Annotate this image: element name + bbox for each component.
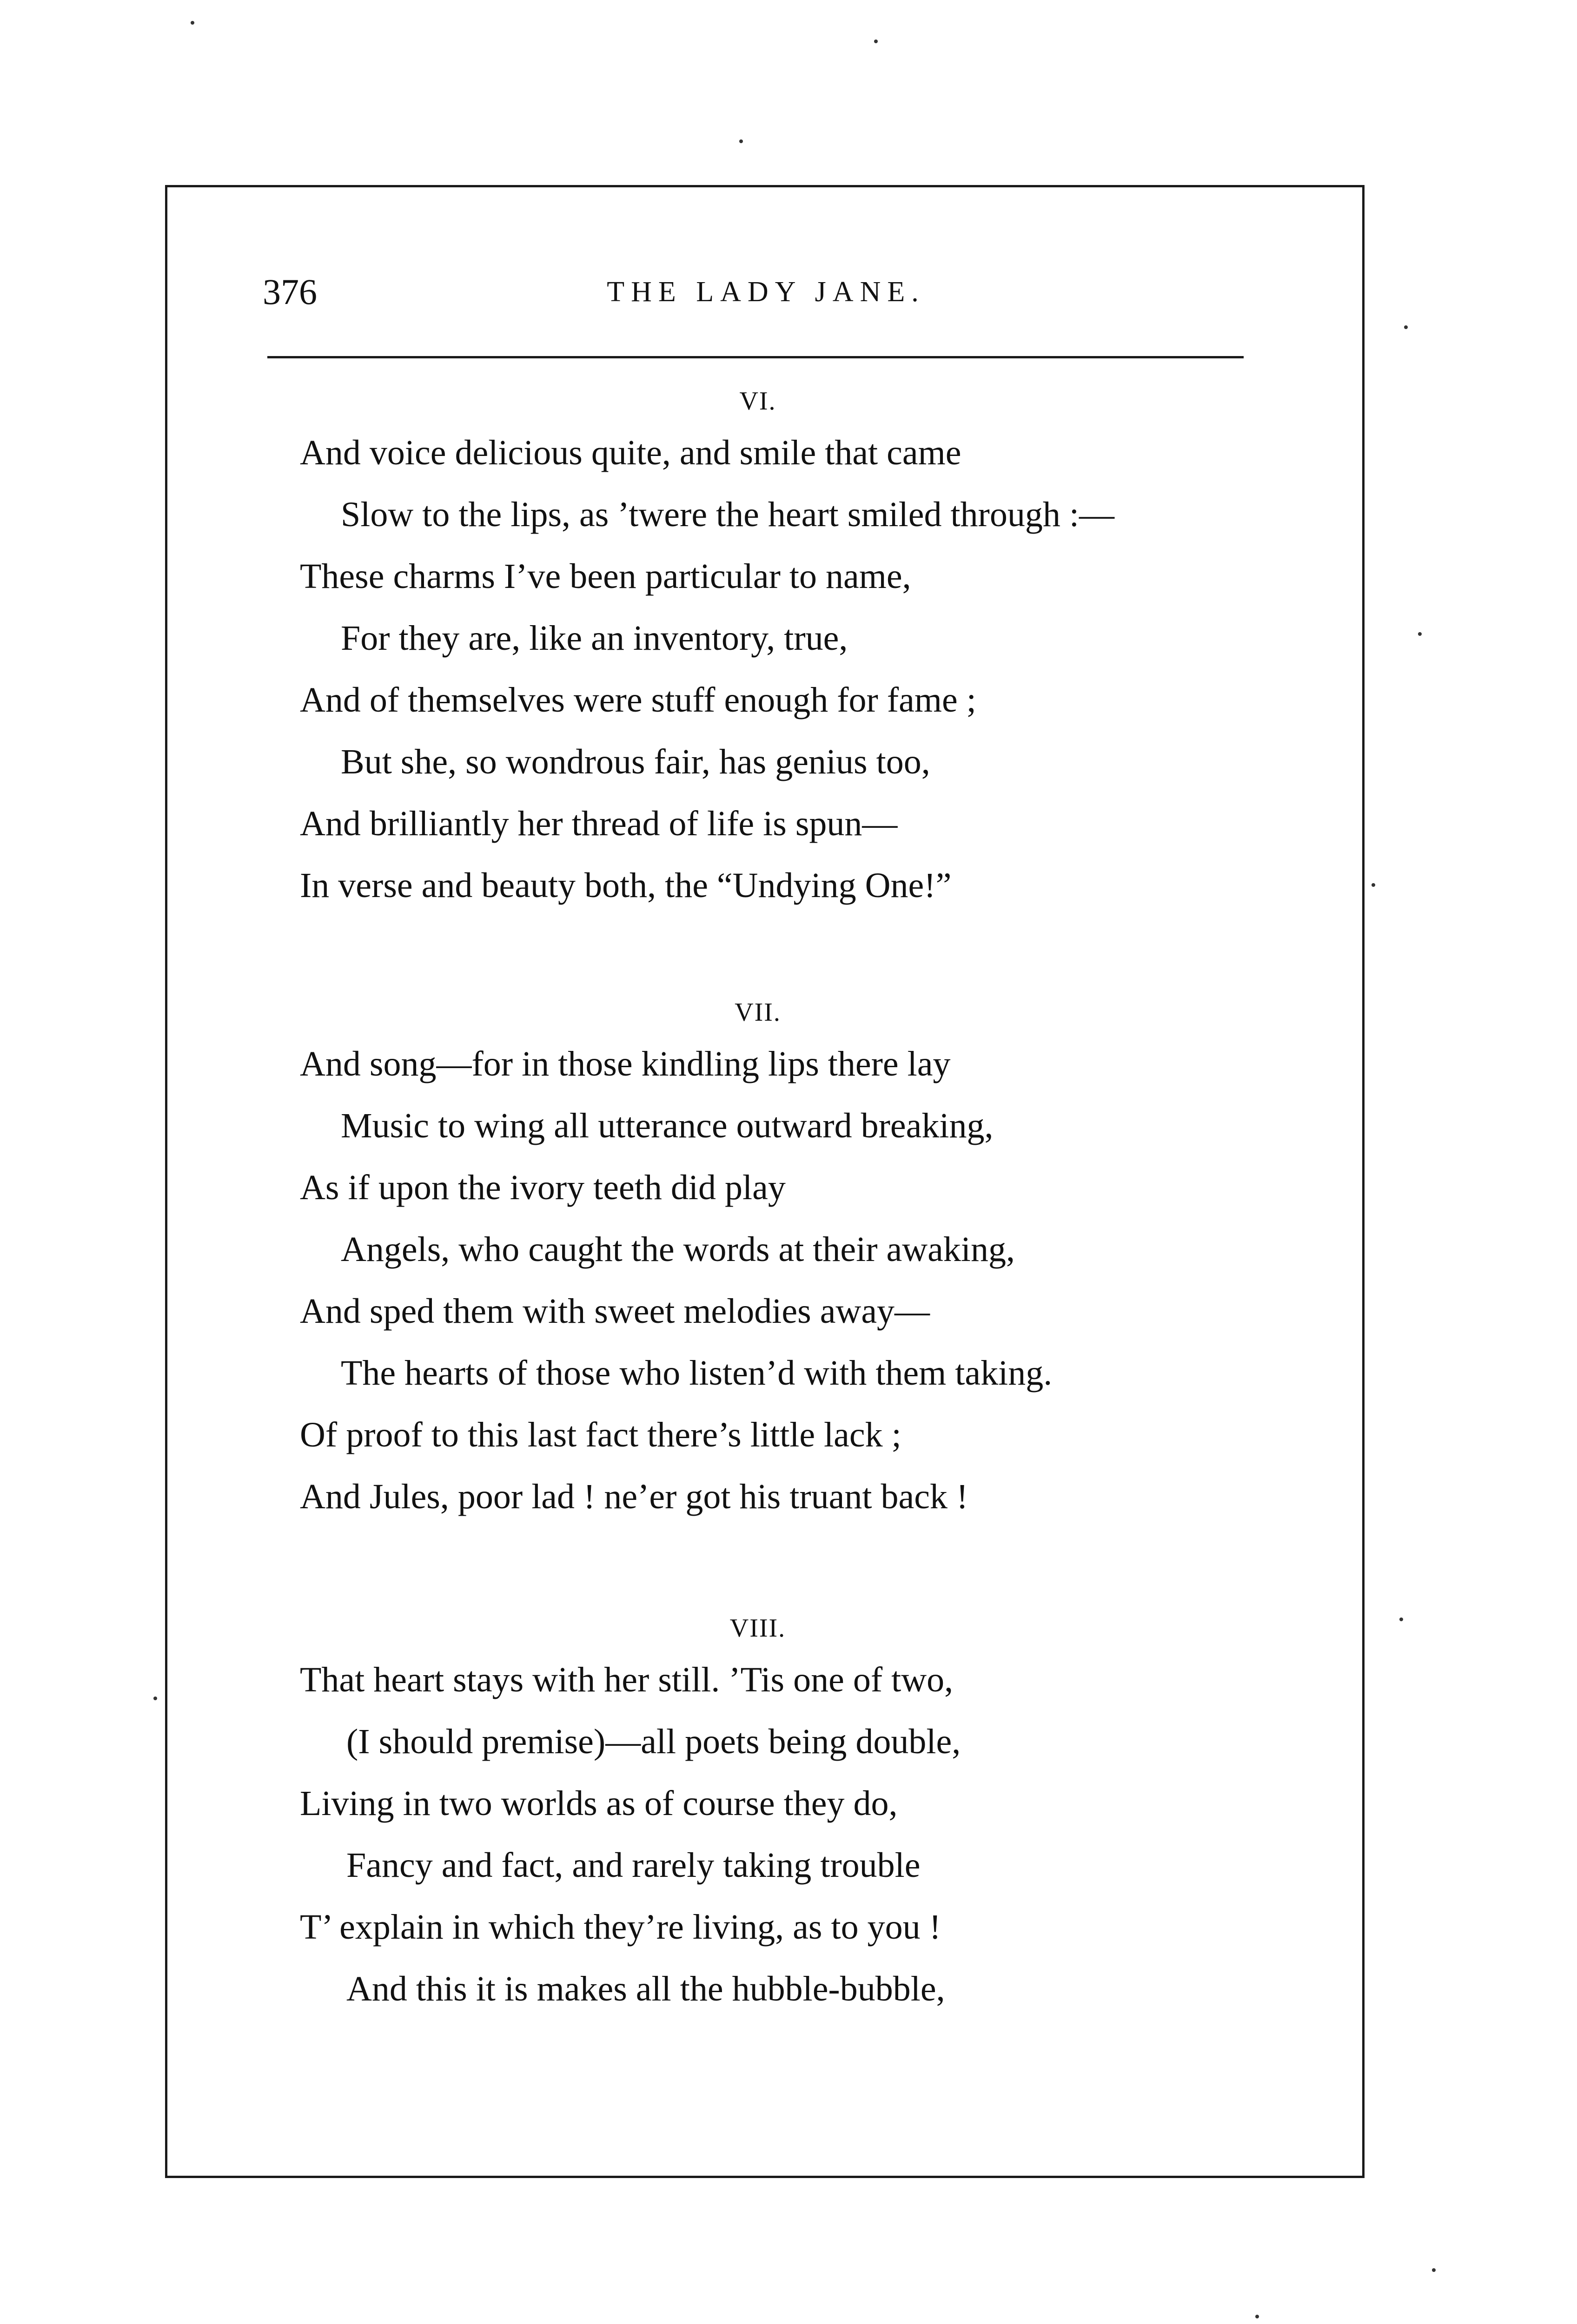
print-speck (1372, 883, 1375, 887)
verse-line: Angels, who caught the words at their awaking, (341, 1230, 1015, 1269)
verse-line: Music to wing all utterance outward breaking, (341, 1106, 994, 1145)
verse-line: And voice delicious quite, and smile that came (300, 433, 961, 472)
print-speck (191, 21, 194, 25)
page-content (165, 185, 1365, 2178)
stanza (300, 380, 1230, 917)
page-number: 376 (263, 271, 317, 312)
verse-line: These charms I’ve been particular to name, (300, 557, 911, 596)
verse-line: But she, so wondrous fair, has genius too, (341, 742, 930, 781)
verse-line: Of proof to this last fact there’s little lack ; (300, 1415, 901, 1454)
verse-line: And of themselves were stuff enough for fame ; (300, 680, 976, 720)
verse-line: And brilliantly her thread of life is spun— (300, 804, 898, 843)
verse-line: The hearts of those who listen’d with them taking. (341, 1353, 1053, 1393)
page-header (263, 264, 1269, 320)
verse-line: And song—for in those kindling lips there lay (300, 1044, 951, 1083)
print-speck (1404, 325, 1408, 329)
verse-line: And sped them with sweet melodies away— (300, 1292, 930, 1331)
running-title: THE LADY JANE. (607, 276, 925, 308)
stanza-number: VII. (735, 998, 781, 1027)
print-speck (153, 1697, 157, 1700)
verse-line: T’ explain in which they’re living, as to you ! (300, 1908, 941, 1947)
verse-line: For they are, like an inventory, true, (341, 619, 848, 658)
print-speck (1255, 2315, 1259, 2318)
stanza-number: VIII. (729, 1614, 786, 1643)
print-speck (1418, 632, 1422, 636)
print-speck (874, 40, 878, 43)
verse-line: In verse and beauty both, the “Undying One!” (300, 866, 952, 905)
print-speck (1399, 1618, 1403, 1621)
header-rule (267, 356, 1244, 358)
verse-line: And this it is makes all the hubble-bubble, (346, 1969, 945, 2008)
verse-line: Slow to the lips, as ’twere the heart smiled through :— (341, 495, 1114, 534)
verse-line: Living in two worlds as of course they do, (300, 1784, 898, 1823)
print-speck (1432, 2268, 1436, 2272)
verse-line: That heart stays with her still. ’Tis one of two, (300, 1660, 954, 1699)
verse-line: And Jules, poor lad ! ne’er got his truant back ! (300, 1477, 968, 1516)
stanza (300, 991, 1230, 1528)
verse-line: As if upon the ivory teeth did play (300, 1168, 786, 1207)
verse-line: (I should premise)—all poets being double, (346, 1722, 961, 1761)
verse-line: Fancy and fact, and rarely taking trouble (346, 1846, 921, 1885)
stanza (300, 1607, 1230, 2020)
print-speck (739, 139, 743, 143)
stanza-number: VI. (739, 387, 776, 416)
